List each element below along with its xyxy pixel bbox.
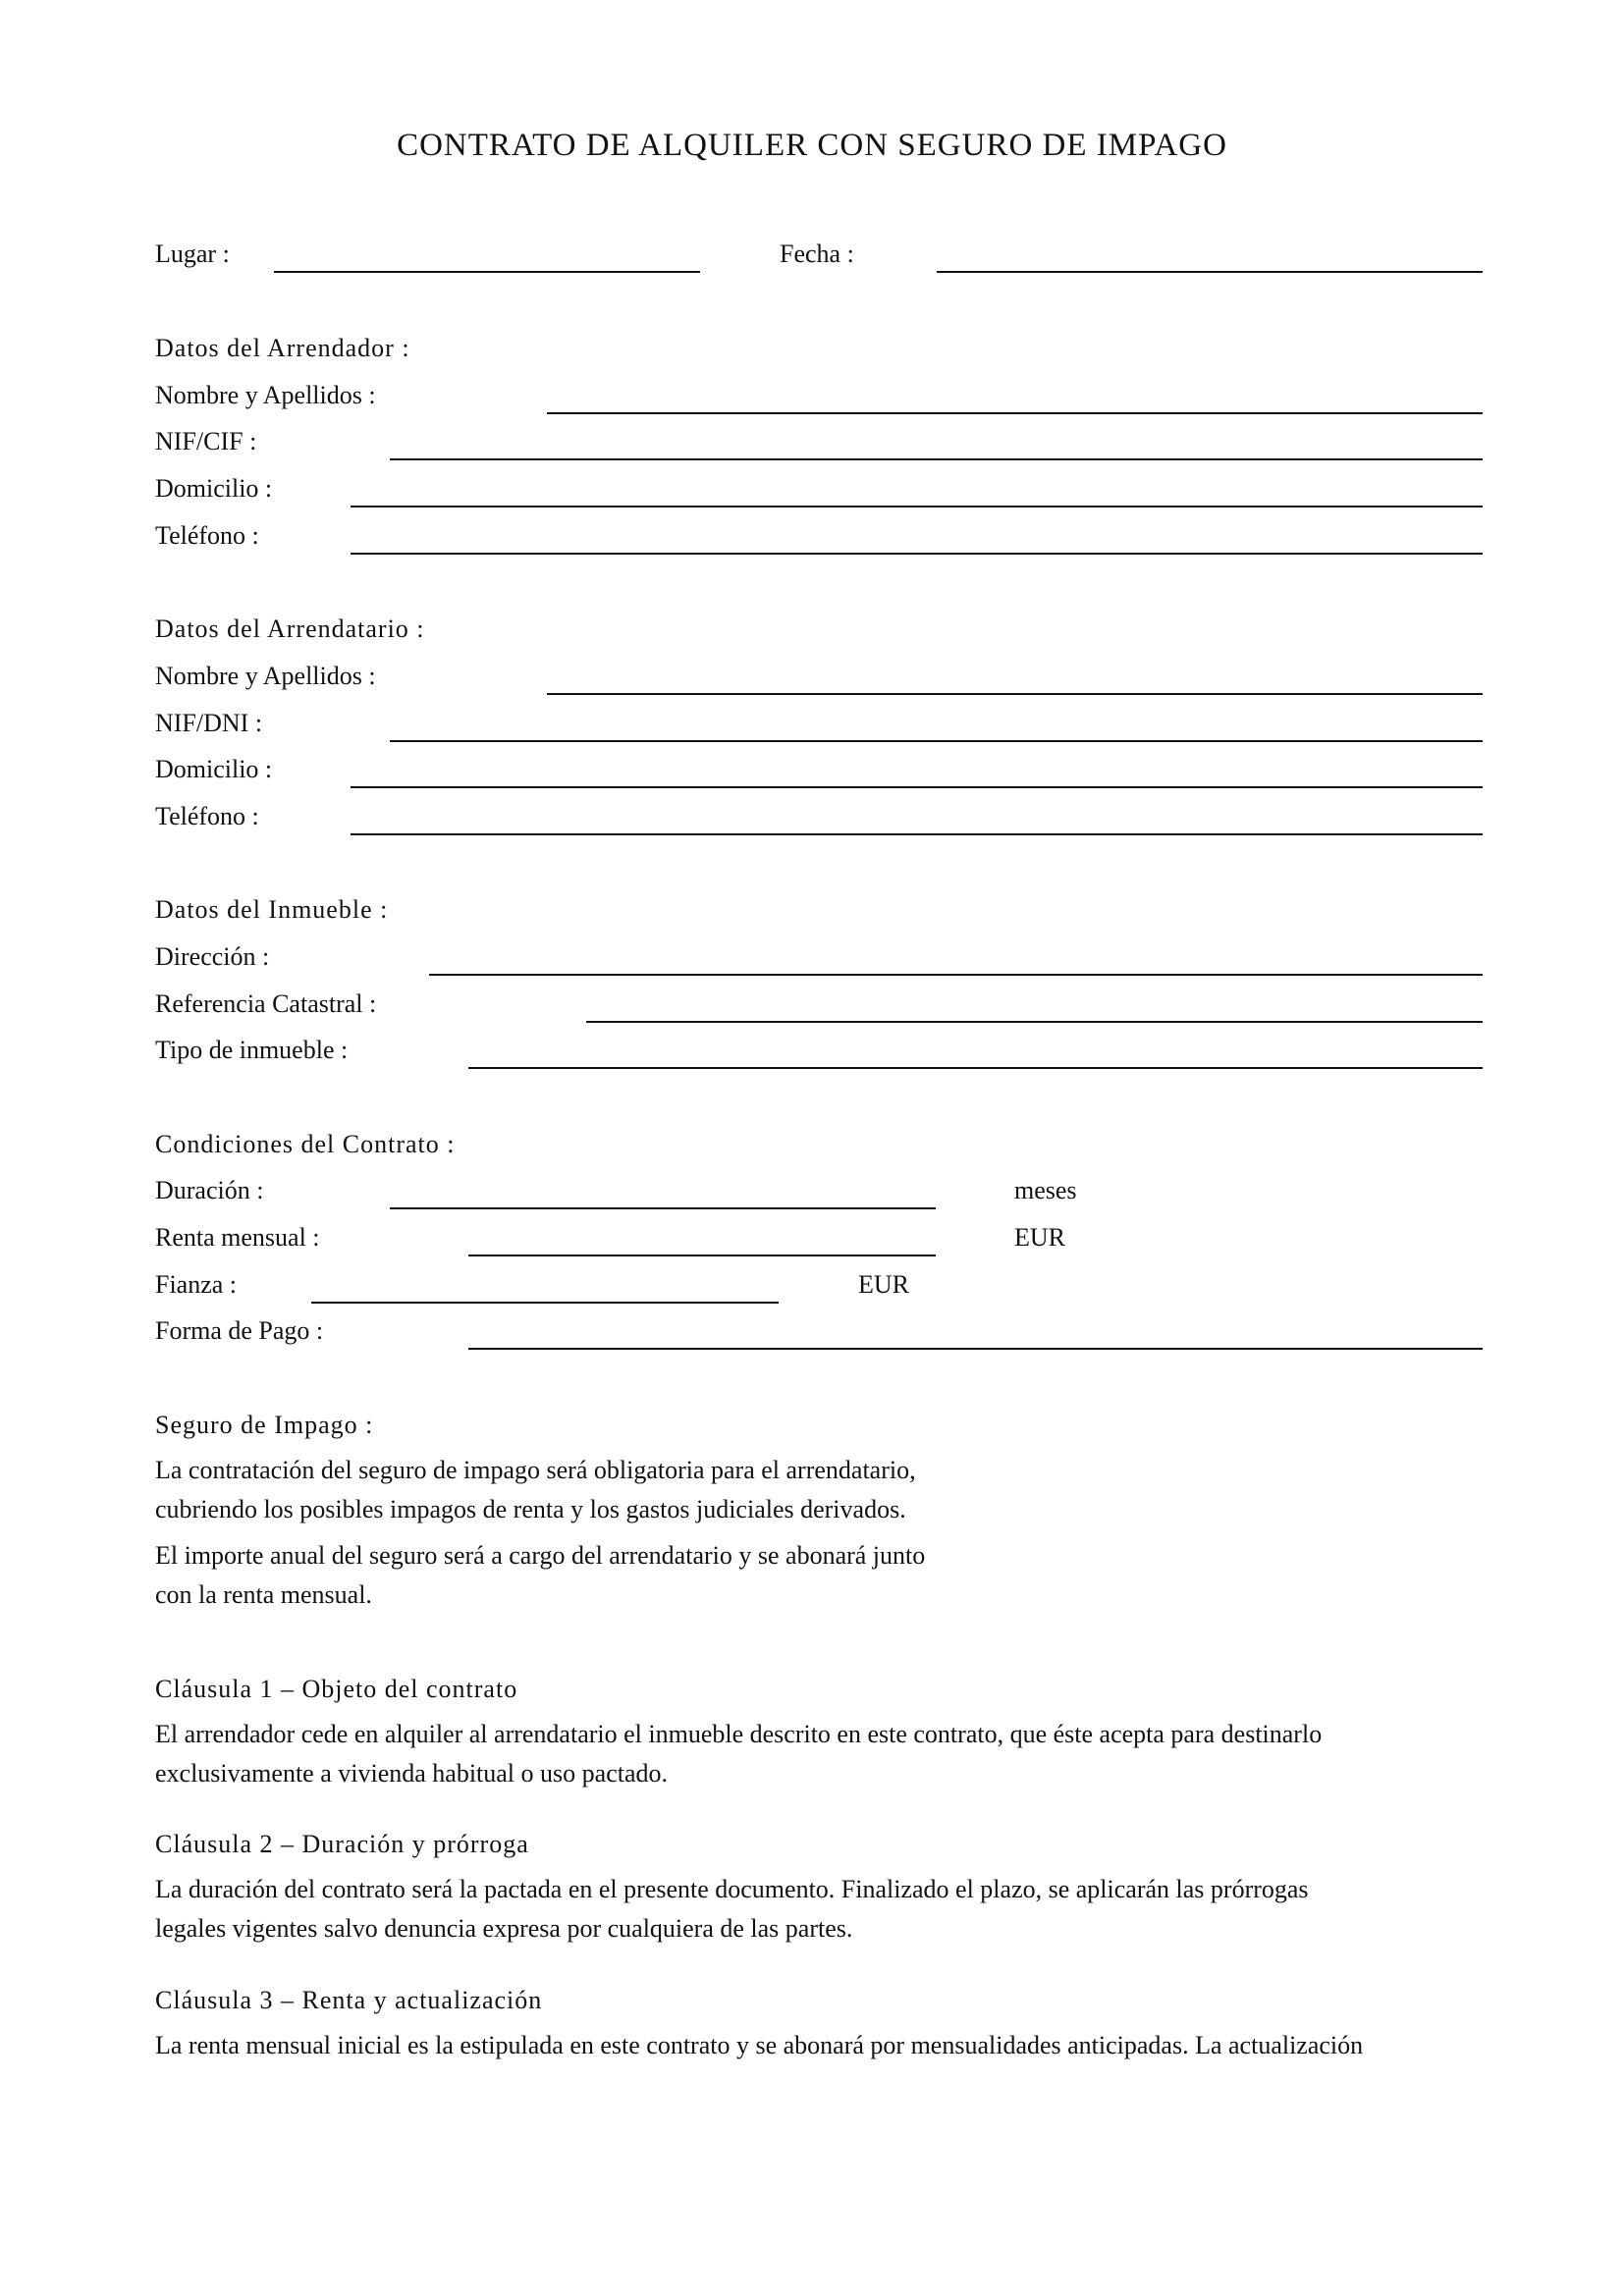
text-line: El arrendador cede en alquiler al arrendatario el inmueble descrito en este contrato, que éste acepta para destinarlo [155, 1720, 1323, 1748]
arrendatario-telefono-label: Teléfono : [155, 802, 259, 830]
inmueble-referencia-field[interactable] [586, 1021, 1483, 1023]
arrendador-nombre-label: Nombre y Apellidos : [155, 381, 376, 409]
condiciones-heading: Condiciones del Contrato : [155, 1130, 456, 1158]
arrendador-nif-field[interactable] [390, 458, 1483, 460]
text-line: La contratación del seguro de impago será obligatoria para el arrendatario, [155, 1456, 916, 1484]
arrendatario-heading: Datos del Arrendatario : [155, 614, 425, 643]
arrendatario-nif-label: NIF/DNI : [155, 709, 263, 737]
inmueble-direccion-field[interactable] [429, 974, 1483, 976]
renta-label: Renta mensual : [155, 1223, 320, 1252]
arrendatario-nif-field[interactable] [390, 740, 1483, 742]
clausula-2-heading: Cláusula 2 – Duración y prórroga [155, 1830, 529, 1858]
inmueble-heading: Datos del Inmueble : [155, 895, 389, 924]
inmueble-tipo-label: Tipo de inmueble : [155, 1036, 349, 1064]
fecha-field[interactable] [937, 271, 1483, 273]
text-line: exclusivamente a vivienda habitual o uso pactado. [155, 1759, 668, 1788]
lugar-field[interactable] [274, 271, 700, 273]
fianza-field[interactable] [311, 1302, 779, 1304]
arrendador-telefono-label: Teléfono : [155, 521, 259, 550]
clausula-3-text [155, 2026, 1363, 2065]
text-line: La renta mensual inicial es la estipulada en este contrato y se abonará por mensualidades anticipadas. La actualización [155, 2031, 1364, 2059]
clausula-2-text [155, 1870, 1309, 1949]
fianza-unit: EUR [858, 1270, 909, 1299]
arrendatario-telefono-field[interactable] [351, 833, 1483, 835]
lugar-label: Lugar : [155, 240, 230, 268]
arrendatario-nombre-label: Nombre y Apellidos : [155, 662, 376, 690]
fecha-label: Fecha : [780, 240, 854, 268]
text-line: La duración del contrato será la pactada en el presente documento. Finalizado el plazo, se aplicarán las prórrogas [155, 1875, 1309, 1903]
arrendatario-domicilio-field[interactable] [351, 786, 1483, 788]
arrendador-domicilio-label: Domicilio : [155, 474, 273, 503]
seguro-paragraph-1 [155, 1451, 916, 1529]
renta-unit: EUR [1014, 1223, 1065, 1252]
arrendador-telefono-field[interactable] [351, 553, 1483, 555]
text-line: con la renta mensual. [155, 1580, 372, 1609]
arrendador-nif-label: NIF/CIF : [155, 427, 257, 455]
inmueble-referencia-label: Referencia Catastral : [155, 989, 377, 1018]
inmueble-direccion-label: Dirección : [155, 942, 270, 971]
inmueble-tipo-field[interactable] [468, 1067, 1483, 1069]
arrendatario-domicilio-label: Domicilio : [155, 755, 273, 783]
renta-field[interactable] [468, 1255, 936, 1256]
duracion-unit: meses [1014, 1176, 1077, 1204]
arrendador-domicilio-field[interactable] [351, 506, 1483, 507]
clausula-1-heading: Cláusula 1 – Objeto del contrato [155, 1675, 518, 1703]
arrendador-nombre-field[interactable] [547, 412, 1483, 414]
duracion-label: Duración : [155, 1176, 264, 1204]
arrendatario-nombre-field[interactable] [547, 693, 1483, 695]
text-line: El importe anual del seguro será a cargo del arrendatario y se abonará junto [155, 1541, 926, 1570]
clausula-3-heading: Cláusula 3 – Renta y actualización [155, 1986, 543, 2014]
duracion-field[interactable] [390, 1207, 936, 1209]
seguro-paragraph-2 [155, 1536, 925, 1615]
text-line: legales vigentes salvo denuncia expresa por cualquiera de las partes. [155, 1914, 853, 1943]
forma-pago-field[interactable] [468, 1348, 1483, 1350]
clausula-1-text [155, 1715, 1322, 1793]
text-line: cubriendo los posibles impagos de renta y los gastos judiciales derivados. [155, 1495, 906, 1523]
fianza-label: Fianza : [155, 1270, 238, 1299]
document-title: CONTRATO DE ALQUILER CON SEGURO DE IMPAGO [397, 128, 1227, 163]
arrendador-heading: Datos del Arrendador : [155, 334, 410, 362]
forma-pago-label: Forma de Pago : [155, 1316, 324, 1345]
seguro-heading: Seguro de Impago : [155, 1411, 374, 1439]
